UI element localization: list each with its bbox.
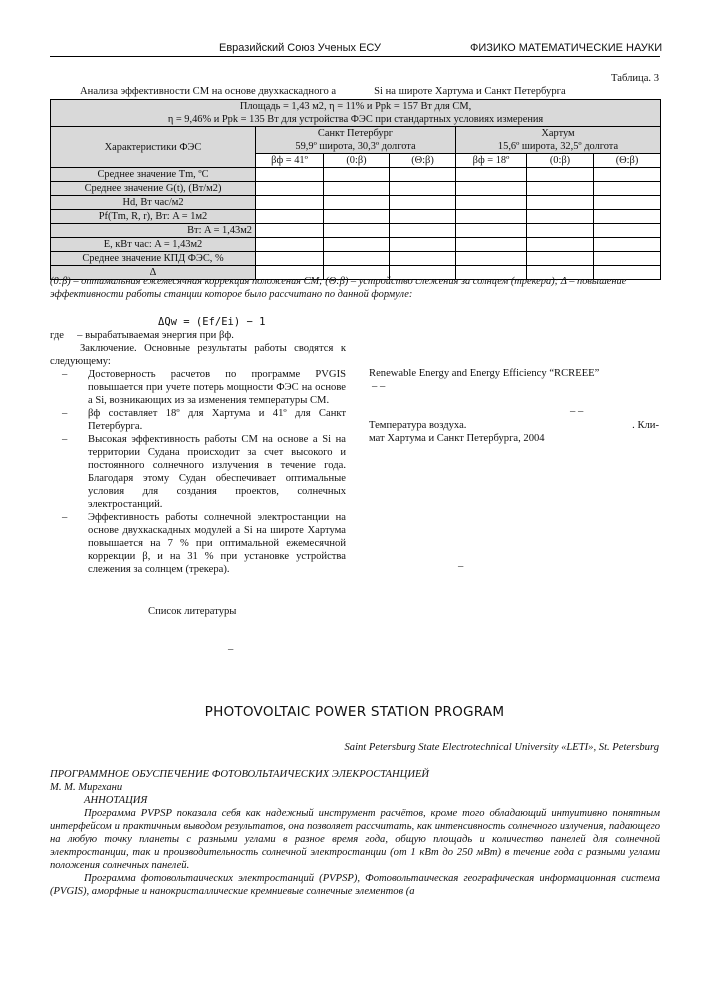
left-column <box>50 329 346 576</box>
table-cell <box>527 168 594 182</box>
table-cell <box>324 168 390 182</box>
references-heading: Список литературы <box>148 606 237 617</box>
params-line-2: η = 9,46% и Ppk = 135 Вт для устройства ФЭС при стандартных условиях измерения <box>167 114 544 125</box>
header-divider <box>50 56 660 57</box>
table-cell <box>456 224 527 238</box>
annotation-heading: АННОТАЦИЯ <box>84 795 148 806</box>
reference-dash: – <box>458 561 464 572</box>
table-caption-part-b: Si на широте Хартума и Санкт Петербурга <box>374 86 566 97</box>
table-params <box>51 100 661 127</box>
sub-header-cell: (Θ:β) <box>390 154 456 168</box>
table-cell <box>390 168 456 182</box>
table-cell <box>594 224 661 238</box>
running-header-journal: Евразийский Союз Ученых ЕСУ <box>219 42 381 54</box>
keywords-paragraph: Программа фотовольтаических электростанций (PVPSP), Фотовольтаическая географическая информационная система (PVGIS), аморфные и нанокристаллические кремниевые солнечные элементов (a <box>50 873 660 897</box>
table-cell <box>390 182 456 196</box>
params-line-1: Площадь = 1,43 м2, η = 11% и Ppk = 157 Вт для СМ, <box>239 101 472 112</box>
table-cell <box>256 182 324 196</box>
list-item <box>50 511 346 576</box>
reference-dashes: – – <box>570 406 584 417</box>
table-cell <box>256 168 324 182</box>
table-cell <box>324 252 390 266</box>
reference-rcreee: Renewable Energy and Energy Efficiency “RCREEE” <box>369 368 600 379</box>
list-item <box>50 433 346 511</box>
table-cell <box>527 238 594 252</box>
table-cell <box>527 224 594 238</box>
list-dash: – <box>62 512 68 523</box>
table-cell <box>527 210 594 224</box>
russian-abstract <box>50 768 660 898</box>
list-dash: – <box>62 408 68 419</box>
table-cell <box>527 196 594 210</box>
khartoum-name: Хартум <box>541 128 575 139</box>
sub-header-cell: (0:β) <box>527 154 594 168</box>
table-cell <box>456 196 527 210</box>
table-cell <box>594 168 661 182</box>
author-name: М. М. Миргхани <box>50 782 123 793</box>
conclusion-list <box>50 368 346 576</box>
table-cell <box>456 252 527 266</box>
table-cell <box>256 196 324 210</box>
khartoum-coords: 15,6º широта, 32,5º долгота <box>497 141 619 152</box>
table-label: Таблица. 3 <box>611 73 659 84</box>
row-label: Hd, Вт час/м2 <box>51 196 256 210</box>
sub-header-cell: (Θ:β) <box>594 154 661 168</box>
table-cell <box>256 224 324 238</box>
table-note: (0:β) – оптимальная ежемесячная коррекция положения СМ; (Θ:β) – устройство слежения за солнцем (трекера); Δ – повышение эффективности работы станции которое было рассчитано по данной формуле: <box>50 276 627 300</box>
spb-header <box>256 127 456 154</box>
table-caption <box>80 85 566 99</box>
table-cell <box>456 182 527 196</box>
russian-title: ПРОГРАММНОЕ ОБУСПЕЧЕНИЕ ФОТОВОЛЬТАИЧЕСКИХ ЭЛЕКРОСТАНЦИЕЙ <box>50 769 430 780</box>
list-item <box>50 407 346 433</box>
efficiency-formula: ΔQw = (Ef/Ei) − 1 <box>158 316 266 328</box>
table-cell <box>594 182 661 196</box>
list-item-text: Эффективность работы солнечной электростанции на основе двухкаскадных модулей a Si на широте Хартума повышается на 7 % при оптимальной ежемесячной коррекции β, и на 31 % при установке устройства слежения за солнцем (трекера). <box>88 512 346 575</box>
sub-header-cell: (0:β) <box>324 154 390 168</box>
results-table <box>50 99 661 280</box>
row-label: E, кВт час: A = 1,43м2 <box>51 238 256 252</box>
table-cell <box>324 238 390 252</box>
row-label: Pf(Tm, R, r), Вт: A = 1м2 <box>51 210 256 224</box>
spb-name: Санкт Петербург <box>317 128 394 139</box>
characteristics-header: Характеристики ФЭС <box>51 127 256 168</box>
table-cell <box>324 196 390 210</box>
reference-dash: – <box>228 644 234 655</box>
table-cell <box>527 252 594 266</box>
table-cell <box>324 182 390 196</box>
sub-header-cell: βф = 18º <box>456 154 527 168</box>
table-cell <box>256 210 324 224</box>
where-definition: – вырабатываемая энергия при βф. <box>77 330 234 341</box>
reference-climate-tail: . Кли- <box>632 420 659 431</box>
conclusion-paragraph: Заключение. Основные результаты работы сводятся к следующему: <box>50 343 346 367</box>
row-label: Вт: A = 1,43м2 <box>51 224 256 238</box>
table-row <box>51 252 661 266</box>
reference-climate-line-1 <box>369 419 659 432</box>
row-label: Δ <box>51 266 256 280</box>
reference-temperature: Температура воздуха. <box>369 420 467 431</box>
spb-coords: 59,9º широта, 30,3º долгота <box>295 141 416 152</box>
where-word: где <box>50 330 64 341</box>
table-row <box>51 238 661 252</box>
table-row <box>51 182 661 196</box>
annotation-paragraph: Программа PVPSP показала себя как надежный инструмент расчётов, кроме того обладающий интуитивно понятным интерфейсом и практичным выводом результатов, она позволяет рассчитать, как интенсивность солнечного излучения, падающего на любую точку планеты с разными углами в разное время года, общую площадь и количество панелей для солнечной электростанции, так и производительность солнечной электростанции (от 1 кВт до 250 мВт) в течение года с разными углами положения солнечных панелей. <box>50 808 660 871</box>
list-item-text: Достоверность расчетов по программе PVGIS повышается при учете потерь мощности ФЭС на основе a Si, возникающих из за изменения температуры СМ. <box>88 369 346 406</box>
khartoum-header <box>456 127 661 154</box>
table-cell <box>390 238 456 252</box>
sub-header-cell: βф = 41º <box>256 154 324 168</box>
article-title: PHOTOVOLTAIC POWER STATION PROGRAM <box>204 704 505 720</box>
table-cell <box>594 210 661 224</box>
reference-climate-line-2: мат Хартума и Санкт Петербурга, 2004 <box>369 433 545 444</box>
table-row <box>51 168 661 182</box>
list-dash: – <box>62 369 68 380</box>
table-cell <box>390 224 456 238</box>
where-line <box>50 329 346 342</box>
table-cell <box>594 238 661 252</box>
reference-dashes: – – <box>372 381 386 392</box>
row-label: Среднее значение КПД ФЭС, % <box>51 252 256 266</box>
table-cell <box>456 238 527 252</box>
table-cell <box>527 182 594 196</box>
table-cell <box>594 196 661 210</box>
table-cell <box>390 210 456 224</box>
table-cell <box>456 168 527 182</box>
list-item-text: Высокая эффективность работы СМ на основе a Si на территории Судана происходит за счет высокого и постоянного солнечного излучения в течение года. Благодаря этому Судан обеспечивает оптимальные условия для создания проектов, солнечных электростанций. <box>88 434 346 510</box>
row-label: Среднее значение Tm, ºC <box>51 168 256 182</box>
running-header-section: ФИЗИКО МАТЕМАТИЧЕСКИЕ НАУКИ <box>470 42 663 54</box>
table-cell <box>390 252 456 266</box>
affiliation: Saint Petersburg State Electrotechnical University «LETI», St. Petersburg <box>344 742 659 753</box>
list-dash: – <box>62 434 68 445</box>
table-cell <box>390 196 456 210</box>
table-cell <box>256 238 324 252</box>
table-cell <box>256 252 324 266</box>
table-row <box>51 196 661 210</box>
row-label: Среднее значение G(t), (Вт/м2) <box>51 182 256 196</box>
list-item <box>50 368 346 407</box>
list-item-text: βф составляет 18º для Хартума и 41º для Санкт Петербурга. <box>88 408 346 432</box>
table-cell <box>324 224 390 238</box>
table-row <box>51 224 661 238</box>
table-caption-part-a: Анализа эффективности СМ на основе двухкаскадного a <box>80 86 337 97</box>
table-row <box>51 210 661 224</box>
table-cell <box>324 210 390 224</box>
table-cell <box>594 252 661 266</box>
table-cell <box>456 210 527 224</box>
